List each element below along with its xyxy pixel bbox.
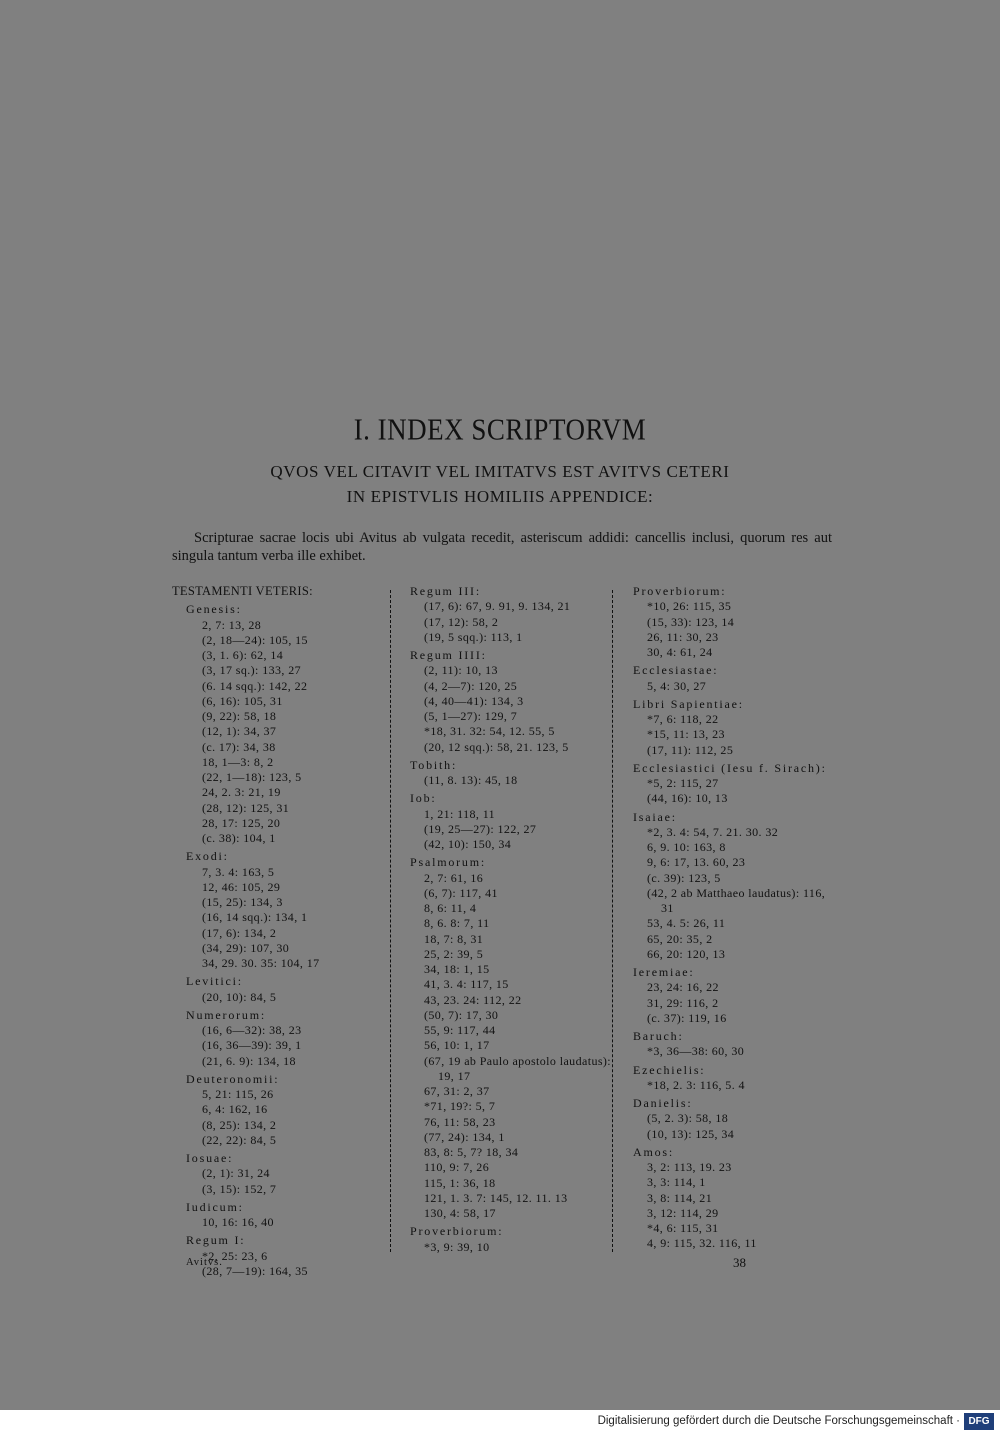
citation-entry: 83, 8: 5, 7? 18, 34 (424, 1145, 519, 1159)
citation-entry: (17, 6): 134, 2 (202, 925, 277, 940)
citation-entry: *2, 25: 23, 6 (202, 1248, 268, 1263)
citation-entry: (16, 36—39): 39, 1 (202, 1038, 302, 1053)
book-heading: Danielis: (633, 1096, 693, 1110)
citation-entry: 43, 23. 24: 112, 22 (424, 992, 522, 1007)
citation-entry: 30, 4: 61, 24 (647, 645, 713, 659)
signature-mark: Avitvs. (186, 1257, 223, 1268)
citation-entry: 130, 4: 58, 17 (424, 1206, 496, 1220)
citation-entry: (5, 1—27): 129, 7 (424, 709, 518, 723)
book-heading: Regum IIII: (410, 648, 487, 662)
citation-entry: (11, 8. 13): 45, 18 (424, 773, 518, 787)
citation-entry: 3, 3: 114, 1 (647, 1175, 706, 1190)
book-heading: Baruch: (633, 1029, 684, 1043)
citation-entry: *15, 11: 13, 23 (647, 727, 725, 742)
citation-entry: 7, 3. 4: 163, 5 (202, 864, 275, 879)
citation-entry: (6. 14 sqq.): 142, 22 (202, 678, 308, 693)
citation-entry: 3, 12: 114, 29 (647, 1205, 719, 1220)
book-heading: Regum I: (186, 1233, 246, 1248)
citation-entry: 5, 21: 115, 26 (202, 1087, 274, 1101)
book-heading: Genesis: (186, 602, 242, 617)
column-divider-1 (390, 590, 391, 1252)
citation-entry: (77, 24): 134, 1 (424, 1129, 505, 1144)
citation-entry: (44, 16): 10, 13 (647, 791, 728, 806)
citation-entry: (17, 6): 67, 9. 91, 9. 134, 21 (424, 599, 571, 614)
intro-paragraph: Scripturae sacrae locis ubi Avitus ab vulgata recedit, asteriscum addidi: cancellis inclusi, quorum res aut singula tantum verba ille exhibet. (172, 530, 832, 564)
citation-entry: *3, 36—38: 60, 30 (647, 1044, 745, 1059)
citation-entry: (19, 5 sqq.): 113, 1 (424, 629, 523, 644)
citation-entry: 8, 6: 11, 4 (424, 901, 477, 915)
citation-entry: *71, 19?: 5, 7 (424, 1099, 496, 1114)
citation-entry: 3, 2: 113, 19. 23 (647, 1160, 732, 1174)
citation-entry: (c. 38): 104, 1 (202, 831, 276, 845)
citation-entry: 3, 8: 114, 21 (647, 1190, 713, 1205)
citation-entry: (28, 7—19): 164, 35 (202, 1263, 308, 1278)
citation-entry: 8, 6. 8: 7, 11 (424, 916, 490, 931)
citation-entry: (c. 39): 123, 5 (647, 870, 721, 885)
section-header: TESTAMENTI VETERIS: (172, 584, 313, 598)
citation-entry: 41, 3. 4: 117, 15 (424, 977, 509, 992)
citation-entry: (4, 40—41): 134, 3 (424, 693, 524, 708)
citation-entry: 2, 7: 61, 16 (424, 870, 484, 885)
citation-entry: (9, 22): 58, 18 (202, 709, 277, 723)
citation-entry: (6, 7): 117, 41 (424, 885, 498, 900)
funding-text: Digitalisierung gefördert durch die Deutsche Forschungsgemeinschaft · (597, 1415, 960, 1427)
citation-entry: (17, 11): 112, 25 (647, 742, 734, 757)
citation-entry: 65, 20: 35, 2 (647, 931, 713, 946)
citation-entry: (5, 2. 3): 58, 18 (647, 1111, 729, 1126)
citation-entry: 18, 1—3: 8, 2 (202, 754, 274, 769)
citation-entry: (42, 2 ab Matthaeo laudatus): 116, 31 (647, 885, 826, 915)
citation-entry: (21, 6. 9): 134, 18 (202, 1053, 296, 1068)
citation-entry: (20, 12 sqq.): 58, 21. 123, 5 (424, 739, 569, 754)
citation-entry: 4, 9: 115, 32. 116, 11 (647, 1236, 757, 1251)
citation-entry: 5, 4: 30, 27 (647, 678, 707, 693)
book-heading: Tobith: (410, 757, 458, 772)
citation-entry: (10, 13): 125, 34 (647, 1126, 735, 1141)
citation-entry: 31, 29: 116, 2 (647, 995, 719, 1010)
funding-banner (0, 1410, 1000, 1434)
citation-entry: 26, 11: 30, 23 (647, 629, 719, 644)
book-heading: Amos: (633, 1144, 675, 1159)
citation-entry: (c. 17): 34, 38 (202, 739, 276, 754)
citation-entry: 23, 24: 16, 22 (647, 980, 719, 995)
index-column-3 (631, 584, 836, 1252)
citation-entry: 9, 6: 17, 13. 60, 23 (647, 855, 746, 870)
citation-entry: 66, 20: 120, 13 (647, 946, 726, 961)
page-number: 38 (733, 1255, 746, 1270)
citation-entry: (8, 25): 134, 2 (202, 1117, 277, 1132)
citation-entry: (28, 12): 125, 31 (202, 800, 290, 815)
citation-entry: *18, 31. 32: 54, 12. 55, 5 (424, 724, 555, 739)
citation-entry: (3, 1. 6): 62, 14 (202, 648, 284, 662)
citation-entry: 2, 7: 13, 28 (202, 617, 262, 632)
citation-entry: 6, 9. 10: 163, 8 (647, 840, 726, 854)
book-heading: Levitici: (186, 974, 243, 989)
citation-entry: (22, 22): 84, 5 (202, 1132, 277, 1147)
book-heading: Numerorum: (186, 1007, 266, 1022)
book-heading: Psalmorum: (410, 855, 487, 870)
citation-entry: (6, 16): 105, 31 (202, 693, 283, 708)
citation-entry: (16, 14 sqq.): 134, 1 (202, 910, 308, 925)
citation-entry: 34, 18: 1, 15 (424, 962, 490, 976)
citation-entry: 25, 2: 39, 5 (424, 946, 484, 961)
citation-entry: (20, 10): 84, 5 (202, 989, 277, 1004)
citation-entry: 18, 7: 8, 31 (424, 931, 484, 946)
book-heading: Ecclesiastici (Iesu f. Sirach): (633, 760, 827, 775)
citation-entry: 53, 4. 5: 26, 11 (647, 916, 726, 931)
book-heading: Libri Sapientiae: (633, 696, 744, 711)
citation-entry: (3, 15): 152, 7 (202, 1181, 277, 1196)
book-heading: Deuteronomii: (186, 1071, 280, 1086)
citation-entry: (12, 1): 34, 37 (202, 724, 277, 739)
citation-entry: 121, 1. 3. 7: 145, 12. 11. 13 (424, 1190, 568, 1205)
book-heading: Ecclesiastae: (633, 663, 719, 678)
citation-entry: (2, 11): 10, 13 (424, 663, 498, 678)
citation-entry: *3, 9: 39, 10 (424, 1239, 490, 1254)
dfg-logo-icon: DFG (964, 1413, 994, 1430)
citation-entry: 76, 11: 58, 23 (424, 1114, 496, 1129)
citation-entry: (c. 37): 119, 16 (647, 1010, 727, 1025)
citation-entry: (42, 10): 150, 34 (424, 837, 512, 851)
citation-entry: (34, 29): 107, 30 (202, 940, 290, 955)
citation-entry: 110, 9: 7, 26 (424, 1160, 490, 1175)
citation-entry: *18, 2. 3: 116, 5. 4 (647, 1077, 745, 1092)
index-column-1 (172, 584, 387, 1279)
index-subtitle-line2: IN EPISTVLIS HOMILIIS APPENDICE: (346, 487, 654, 506)
index-title: I. INDEX SCRIPTORVM (353, 411, 647, 447)
citation-entry: 67, 31: 2, 37 (424, 1084, 490, 1098)
book-heading: Ieremiae: (633, 965, 695, 979)
book-heading: Iob: (410, 791, 437, 806)
citation-entry: (16, 6—32): 38, 23 (202, 1023, 302, 1037)
citation-entry: 28, 17: 125, 20 (202, 815, 281, 830)
citation-entry: 115, 1: 36, 18 (424, 1175, 496, 1190)
citation-entry: 55, 9: 117, 44 (424, 1023, 496, 1037)
book-heading: Ezechielis: (633, 1062, 706, 1077)
book-heading: Proverbiorum: (410, 1224, 504, 1239)
citation-entry: (15, 33): 123, 14 (647, 614, 735, 629)
citation-entry: 1, 21: 118, 11 (424, 806, 496, 821)
citation-entry: (4, 2—7): 120, 25 (424, 678, 518, 693)
index-subtitle-line1: QVOS VEL CITAVIT VEL IMITATVS EST AVITVS CETERI (270, 462, 730, 481)
citation-entry: (3, 17 sq.): 133, 27 (202, 663, 301, 678)
citation-entry: (2, 1): 31, 24 (202, 1166, 270, 1181)
citation-entry: 12, 46: 105, 29 (202, 879, 281, 894)
citation-entry: 10, 16: 16, 40 (202, 1215, 274, 1229)
citation-entry: 34, 29. 30. 35: 104, 17 (202, 956, 320, 970)
book-heading: Proverbiorum: (633, 584, 727, 598)
citation-entry: 24, 2. 3: 21, 19 (202, 785, 281, 800)
citation-entry: (2, 18—24): 105, 15 (202, 632, 308, 647)
citation-entry: (17, 12): 58, 2 (424, 614, 499, 629)
citation-entry: (15, 25): 134, 3 (202, 895, 283, 909)
index-column-2 (408, 584, 613, 1255)
book-heading: Iudicum: (186, 1199, 244, 1214)
citation-entry: *10, 26: 115, 35 (647, 599, 732, 614)
citation-entry: (19, 25—27): 122, 27 (424, 821, 537, 836)
citation-entry: 6, 4: 162, 16 (202, 1102, 268, 1117)
citation-entry: *7, 6: 118, 22 (647, 712, 719, 726)
book-heading: Iosuae: (186, 1151, 234, 1165)
citation-entry: (22, 1—18): 123, 5 (202, 770, 302, 784)
citation-entry: *5, 2: 115, 27 (647, 776, 719, 790)
book-heading: Isaiae: (633, 809, 677, 824)
book-heading: Regum III: (410, 584, 481, 598)
citation-entry: (50, 7): 17, 30 (424, 1007, 499, 1022)
citation-entry: *2, 3. 4: 54, 7. 21. 30. 32 (647, 824, 779, 839)
citation-entry: 56, 10: 1, 17 (424, 1038, 490, 1053)
citation-entry: (67, 19 ab Paulo apostolo laudatus): 19, 17 (424, 1053, 612, 1083)
book-heading: Exodi: (186, 849, 229, 864)
citation-entry: *4, 6: 115, 31 (647, 1221, 719, 1235)
